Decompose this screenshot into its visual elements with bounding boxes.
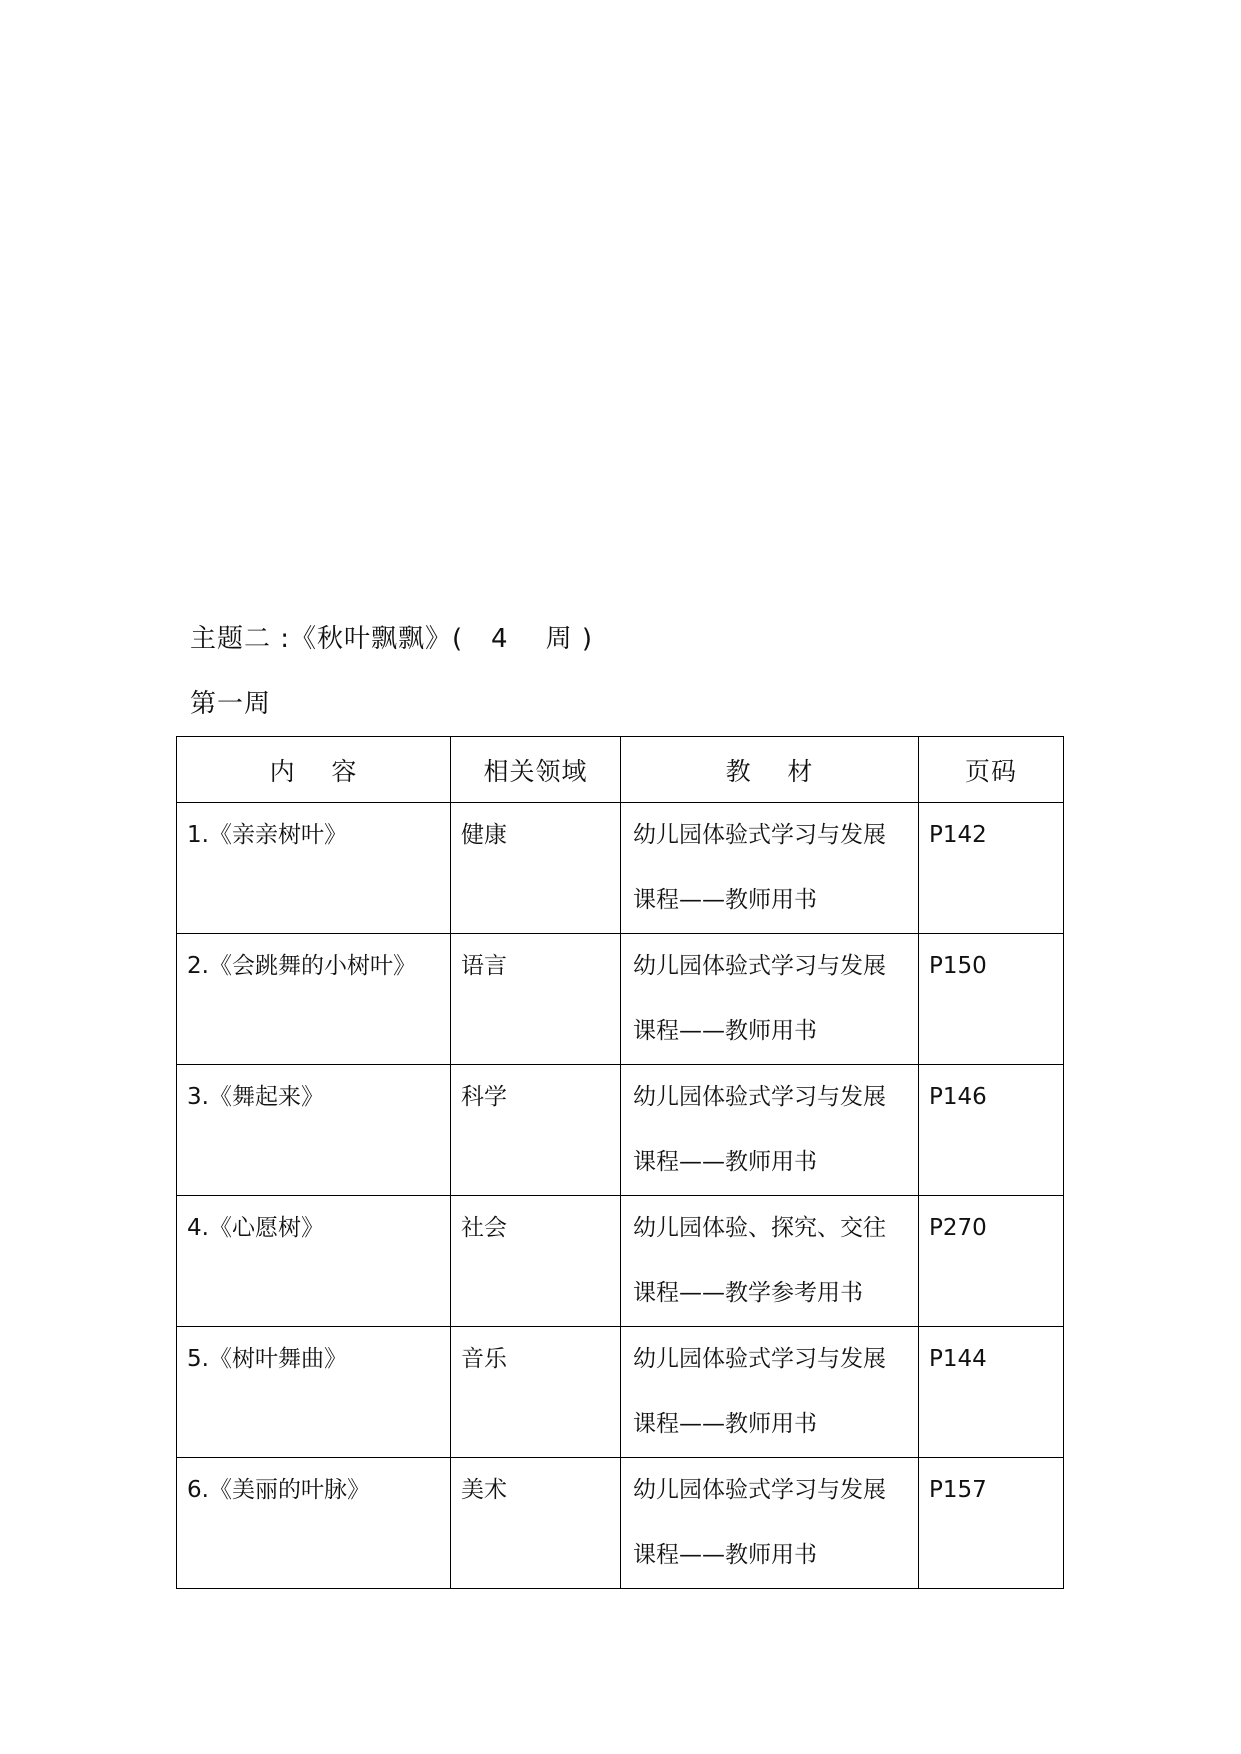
material-cell xyxy=(621,934,919,1065)
page-text: P270 xyxy=(929,1215,987,1241)
material-line1: 幼儿园体验式学习与发展 xyxy=(633,822,886,848)
header-domain: 相关领域 xyxy=(451,737,621,803)
page-cell xyxy=(919,934,1064,1065)
material-cell xyxy=(621,1327,919,1458)
content-cell xyxy=(177,1196,451,1327)
content-text: 2.《会跳舞的小树叶》 xyxy=(187,953,416,979)
material-line2: 课程——教学参考用书 xyxy=(633,1280,863,1306)
domain-text: 音乐 xyxy=(461,1346,507,1372)
content-cell xyxy=(177,803,451,934)
material-line2: 课程——教师用书 xyxy=(633,1542,817,1568)
theme-title: 主题二 :《秋叶飘飘》( 4 周 ) xyxy=(190,624,593,654)
table-row xyxy=(177,1458,1064,1589)
domain-cell xyxy=(451,803,621,934)
content-text: 1.《亲亲树叶》 xyxy=(187,822,347,848)
domain-cell xyxy=(451,1196,621,1327)
domain-text: 科学 xyxy=(461,1084,507,1110)
week-title: 第一周 xyxy=(190,689,272,719)
table-row xyxy=(177,1196,1064,1327)
content-cell xyxy=(177,934,451,1065)
page-text: P142 xyxy=(929,822,987,848)
table-row xyxy=(177,803,1064,934)
material-line2: 课程——教师用书 xyxy=(633,1149,817,1175)
page-cell xyxy=(919,1196,1064,1327)
material-line2: 课程——教师用书 xyxy=(633,887,817,913)
page-text: P150 xyxy=(929,953,987,979)
page-text: P157 xyxy=(929,1477,987,1503)
material-line1: 幼儿园体验式学习与发展 xyxy=(633,1084,886,1110)
material-cell xyxy=(621,803,919,934)
material-line2: 课程——教师用书 xyxy=(633,1411,817,1437)
material-line1: 幼儿园体验式学习与发展 xyxy=(633,953,886,979)
table-row xyxy=(177,934,1064,1065)
domain-cell xyxy=(451,1065,621,1196)
domain-text: 健康 xyxy=(461,822,507,848)
content-cell xyxy=(177,1065,451,1196)
domain-cell xyxy=(451,934,621,1065)
page-cell xyxy=(919,1458,1064,1589)
table-row xyxy=(177,1327,1064,1458)
page-cell xyxy=(919,1065,1064,1196)
schedule-table xyxy=(176,736,1064,1589)
table-row xyxy=(177,1065,1064,1196)
domain-text: 美术 xyxy=(461,1477,507,1503)
header-material: 教 材 xyxy=(621,737,919,803)
header-content: 内 容 xyxy=(177,737,451,803)
page-text: P146 xyxy=(929,1084,987,1110)
content-text: 5.《树叶舞曲》 xyxy=(187,1346,347,1372)
material-cell xyxy=(621,1458,919,1589)
material-cell xyxy=(621,1196,919,1327)
material-line1: 幼儿园体验、探究、交往 xyxy=(633,1215,886,1241)
domain-cell xyxy=(451,1327,621,1458)
domain-cell xyxy=(451,1458,621,1589)
page-cell xyxy=(919,1327,1064,1458)
material-line1: 幼儿园体验式学习与发展 xyxy=(633,1346,886,1372)
material-line1: 幼儿园体验式学习与发展 xyxy=(633,1477,886,1503)
domain-text: 社会 xyxy=(461,1215,507,1241)
domain-text: 语言 xyxy=(461,953,507,979)
page-cell xyxy=(919,803,1064,934)
material-cell xyxy=(621,1065,919,1196)
content-text: 6.《美丽的叶脉》 xyxy=(187,1477,370,1503)
page-text: P144 xyxy=(929,1346,987,1372)
content-cell xyxy=(177,1327,451,1458)
header-page: 页码 xyxy=(919,737,1064,803)
material-line2: 课程——教师用书 xyxy=(633,1018,817,1044)
content-text: 4.《心愿树》 xyxy=(187,1215,324,1241)
content-cell xyxy=(177,1458,451,1589)
content-text: 3.《舞起来》 xyxy=(187,1084,324,1110)
